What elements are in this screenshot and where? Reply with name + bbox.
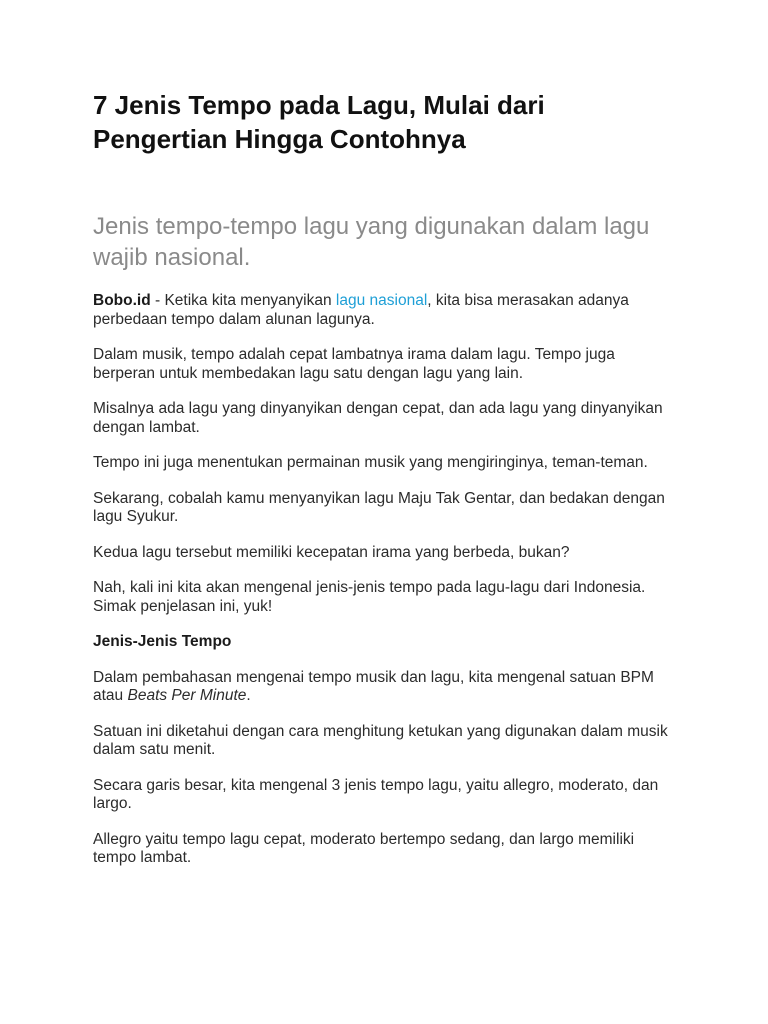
bpm-italic: Beats Per Minute [127, 687, 247, 704]
lagu-nasional-link[interactable]: lagu nasional [335, 292, 428, 309]
intro-paragraph [93, 292, 673, 329]
intro-text-before: Ketika kita menyanyikan [164, 292, 336, 309]
paragraph: Tempo ini juga menentukan permainan musik yang mengiringinya, teman-teman. [93, 454, 648, 471]
bpm-text-before: Dalam pembahasan mengenai tempo musik dan lagu, kita mengenal satuan BPM atau [93, 668, 654, 704]
source-separator: - [150, 292, 165, 309]
bpm-paragraph [93, 669, 673, 706]
bpm-text-after: . [246, 687, 251, 704]
paragraph: Misalnya ada lagu yang dinyanyikan dengan cepat, dan ada lagu yang dinyanyikan dengan lambat. [93, 400, 663, 436]
article [93, 88, 673, 868]
paragraph: Sekarang, cobalah kamu menyanyikan lagu Maju Tak Gentar, dan bedakan dengan lagu Syukur. [93, 489, 665, 525]
paragraph: Kedua lagu tersebut memiliki kecepatan irama yang berbeda, bukan? [93, 543, 570, 561]
paragraph: Satuan ini diketahui dengan cara menghitung ketukan yang digunakan dalam musik dalam satu menit. [93, 722, 668, 758]
article-title: 7 Jenis Tempo pada Lagu, Mulai dari Pengertian Hingga Contohnya [93, 90, 545, 154]
paragraph: Allegro yaitu tempo lagu cepat, moderato bertempo sedang, dan largo memiliki tempo lambat. [93, 830, 635, 866]
source-label: Bobo.id [93, 292, 151, 309]
paragraph: Secara garis besar, kita mengenal 3 jenis tempo lagu, yaitu allegro, moderato, dan largo. [93, 776, 659, 812]
section-heading: Jenis-Jenis Tempo [93, 633, 232, 650]
paragraph: Dalam musik, tempo adalah cepat lambatnya irama dalam lagu. Tempo juga berperan untuk membedakan lagu satu dengan lagu yang lain. [93, 346, 615, 382]
intro-text-after: , kita bisa merasakan adanya perbedaan tempo dalam alunan lagunya. [93, 292, 629, 328]
article-subtitle: Jenis tempo-tempo lagu yang digunakan dalam lagu wajib nasional. [93, 213, 650, 271]
paragraph: Nah, kali ini kita akan mengenal jenis-jenis tempo pada lagu-lagu dari Indonesia. Simak penjelasan ini, yuk! [93, 579, 646, 615]
